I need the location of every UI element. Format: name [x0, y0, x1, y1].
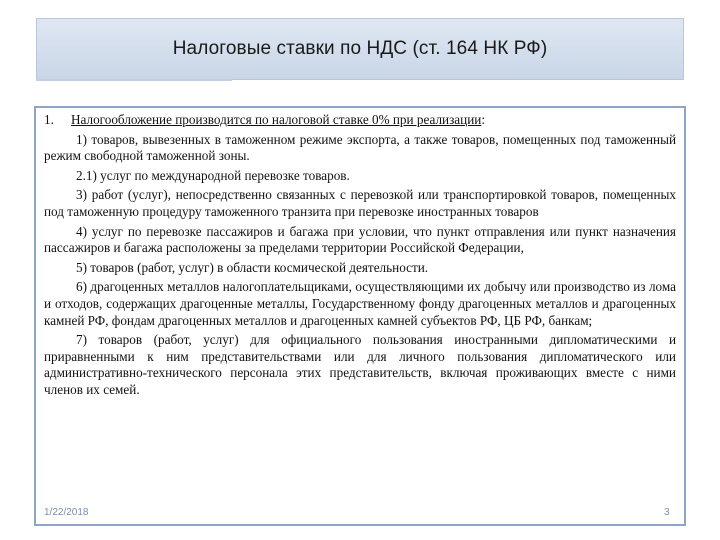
list-item-7: 7) товаров (работ, услуг) для официального пользования иностранными дипломатическими и приравненными к ним представительствами или для личного пользования дипломатического или административно-технического персонала этих представительств, включая проживающих вместе с ними членов их семей. — [44, 332, 676, 397]
section-number: 1. — [44, 112, 54, 127]
list-item-3: 3) работ (услуг), непосредственно связанных с перевозкой или транспортировкой товаров, помещенных под таможенную процедуру таможенного транзита при перевозке иностранных товаров — [44, 187, 676, 219]
footer-date: 1/22/2018 — [44, 507, 89, 518]
slide-title-box — [36, 18, 684, 80]
list-item-5: 5) товаров (работ, услуг) в области космической деятельности. — [76, 259, 429, 275]
section-heading — [44, 112, 676, 129]
list-item-4: 4) услуг по перевозке пассажиров и багажа при условии, что пункт отправления или пункт назначения пассажиров и багажа расположены за пределами территории Российской Федерации, — [44, 223, 676, 256]
slide-title: Налоговые ставки по НДС (ст. 164 НК РФ) — [172, 38, 548, 59]
content-box — [34, 106, 686, 526]
section-heading-colon: : — [481, 112, 485, 127]
list-item-2-1: 2.1) услуг по международной перевозке товаров. — [76, 167, 350, 183]
list-item-1: 1) товаров, вывезенных в таможенном режиме экспорта, а также товаров, помещенных под таможенный режим свободной таможенной зоны. — [44, 131, 676, 164]
list-item-6: 6) драгоценных металлов налогоплательщиками, осуществляющими их добычу или производство из лома и отходов, содержащих драгоценные металлы, Государственному фонду драгоценных металлов и драгоценных камней РФ, фондам драгоценных металлов и драгоценных камней субъектов РФ, ЦБ РФ, банкам; — [44, 279, 676, 328]
section-heading-text: Налогообложение производится по налоговой ставке 0% при реализации — [71, 112, 482, 127]
title-accent-line — [36, 79, 232, 81]
footer-page-number: 3 — [664, 507, 670, 518]
